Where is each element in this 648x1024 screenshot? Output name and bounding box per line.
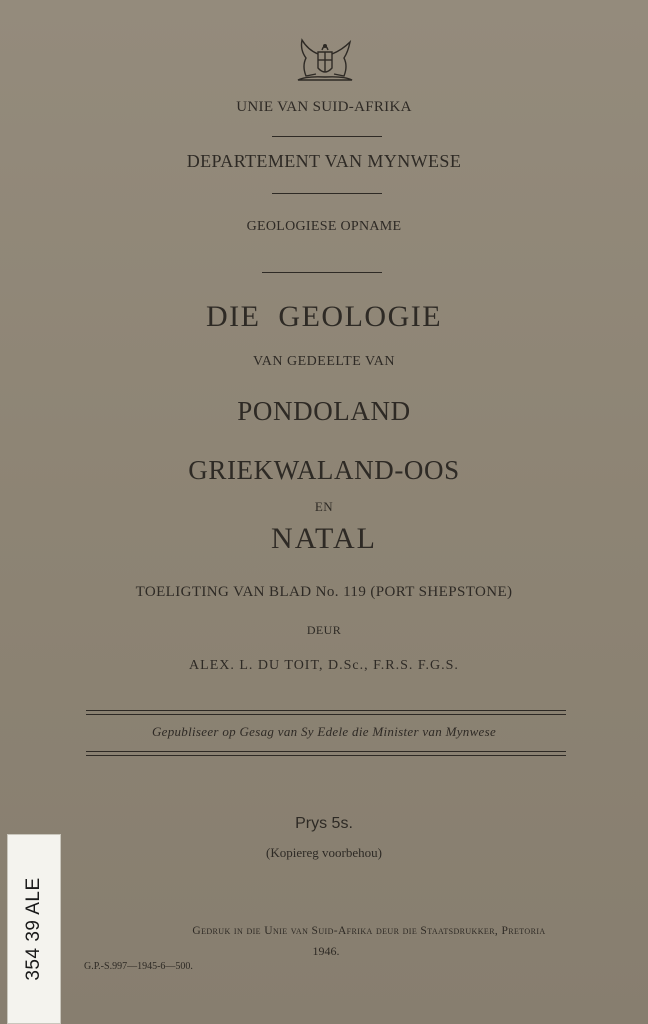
region-pondoland: PONDOLAND (237, 396, 411, 426)
sheet-explanation: TOELIGTING VAN BLAD No. 119 (PORT SHEPSTONE) (135, 584, 513, 600)
copyright-notice: (Kopiereg voorbehou) (266, 845, 382, 860)
region-griekwaland-oos: GRIEKWALAND-OOS (188, 455, 460, 485)
print-code: G.P.-S.997—1945-6—500. (84, 961, 193, 972)
price: Prys 5s. (295, 815, 353, 832)
double-rule-bottom (86, 751, 566, 756)
call-number: 354 39 ALE (23, 877, 44, 981)
divider (262, 272, 382, 273)
country-heading: UNIE VAN SUID-AFRIKA (236, 99, 412, 115)
survey-heading: GEOLOGIESE OPNAME (246, 219, 402, 234)
department-heading: DEPARTEMENT VAN MYNWESE (186, 151, 462, 171)
divider (272, 136, 382, 137)
print-year: 1946. (312, 944, 340, 958)
double-rule-top (86, 710, 566, 715)
subtitle: VAN GEDEELTE VAN (252, 354, 396, 369)
library-spine-label (7, 834, 61, 1024)
by-label: DEUR (306, 623, 342, 637)
author: ALEX. L. DU TOIT, D.Sc., F.R.S. F.G.S. (189, 658, 459, 673)
printer-line: Gedruk in die Unie van Suid-Afrika deur die Staatsdrukker, Pretoria (192, 925, 546, 937)
page-title: DIE GEOLOGIE (205, 300, 443, 333)
divider (272, 193, 382, 194)
region-natal: NATAL (271, 522, 377, 555)
coat-of-arms-icon (294, 36, 356, 86)
publication-authority: Gepubliseer op Gesag van Sy Edele die Minister van Mynwese (151, 724, 497, 739)
conjunction: EN (314, 499, 334, 514)
